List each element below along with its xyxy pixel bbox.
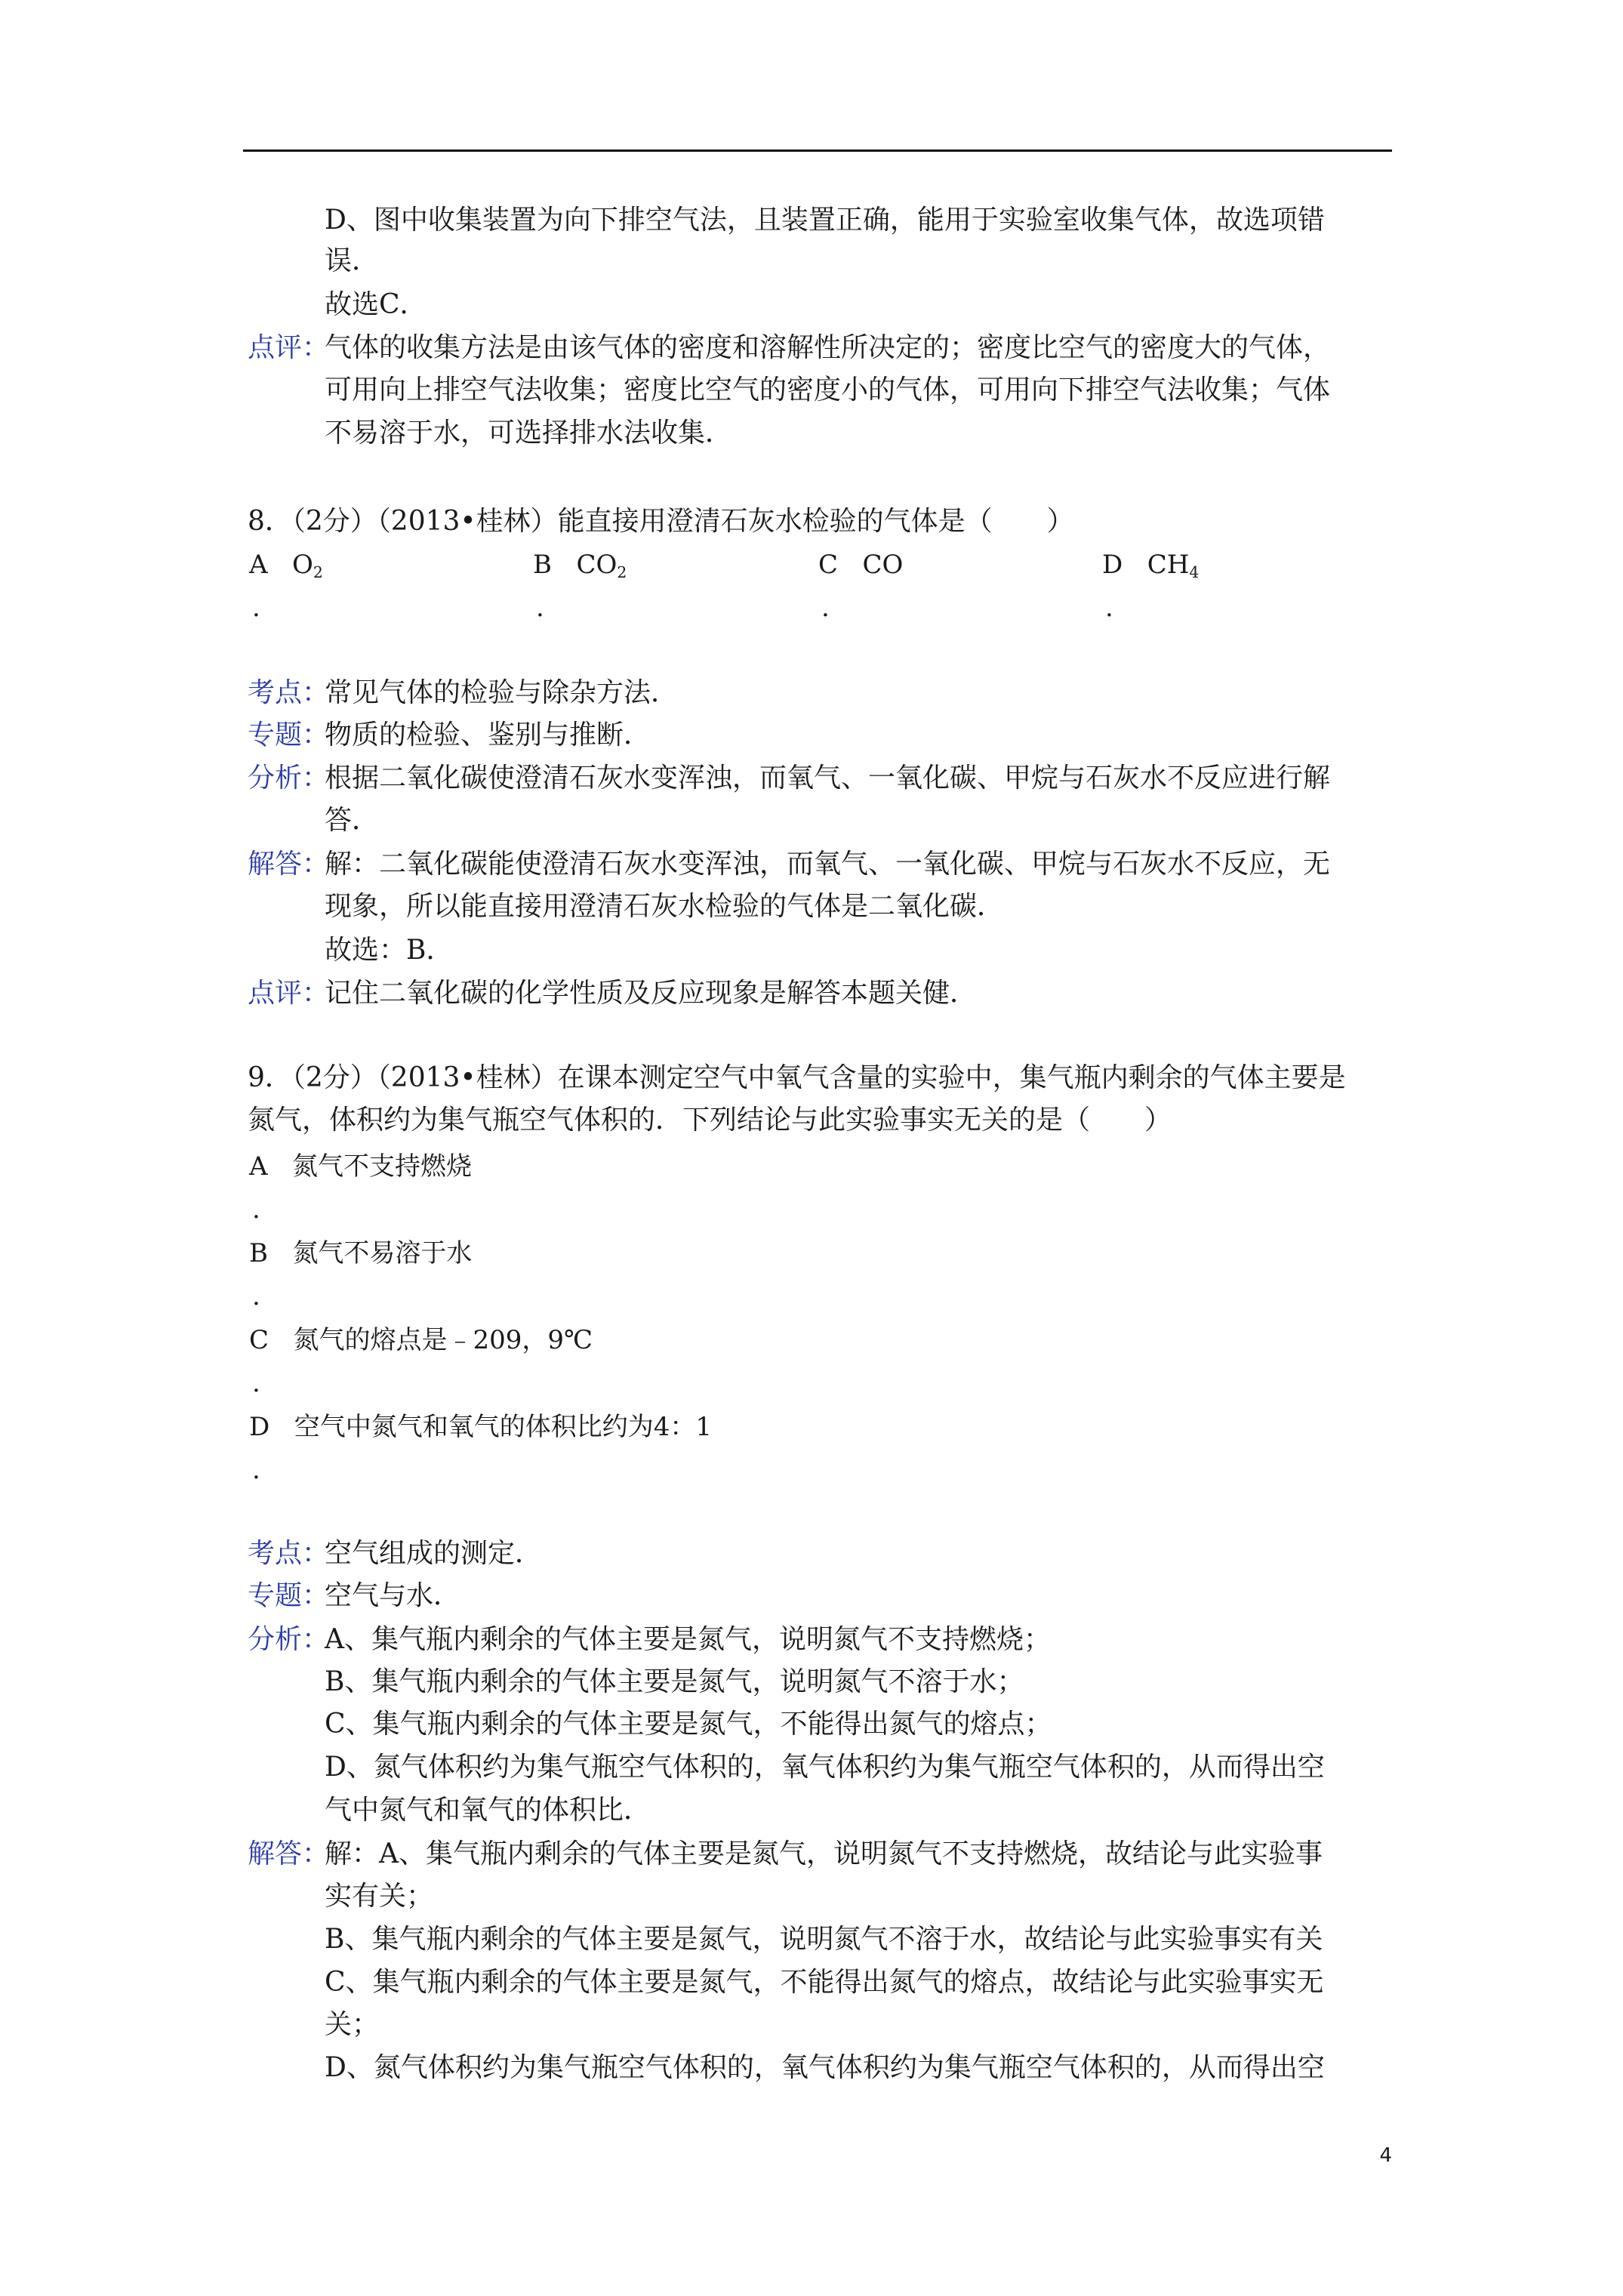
q8-jieda-line3: 故选：B． (325, 935, 454, 966)
q8-option-d-dot: . (1105, 593, 1113, 623)
q9-fenxi-line3: C、集气瓶内剩余的气体主要是氮气，不能得出氮气的熔点； (325, 1709, 1052, 1740)
q8-option-a (249, 548, 323, 589)
formula: CH (1147, 550, 1190, 580)
q9-jieda-line5: 关； (325, 2009, 380, 2040)
q9-stem-line2: 氮气，体积约为集气瓶空气体积的．下列结论与此实验事实无关的是（ ） (248, 1105, 1172, 1136)
q8-stem: 8．（2分）（2013•桂林）能直接用澄清石灰水检验的气体是（ ） (248, 506, 1074, 537)
formula: CO (862, 550, 904, 580)
q8-option-b (533, 548, 627, 589)
option-letter: A (249, 550, 268, 580)
page-number: 4 (1379, 2144, 1392, 2167)
q7-comment-label: 点评： (248, 332, 330, 363)
q9-kaodian: 空气组成的测定． (325, 1538, 543, 1569)
q9-option-a (249, 1150, 472, 1183)
q8-option-c-dot: . (821, 593, 830, 623)
option-letter: B (533, 550, 552, 580)
q8-jieda-line2: 现象，所以能直接用澄清石灰水检验的气体是二氧化碳． (325, 891, 1005, 922)
q9-option-b-dot: . (252, 1281, 260, 1311)
q9-fenxi-line1: A、集气瓶内剩余的气体主要是氮气，说明氮气不支持燃烧； (325, 1624, 1051, 1655)
q9-jieda-line3: B、集气瓶内剩余的气体主要是氮气，说明氮气不溶于水，故结论与此实验事实有关 (325, 1924, 1323, 1955)
q8-fenxi-line2: 答． (325, 805, 380, 836)
q7-answer: 故选C． (325, 289, 427, 320)
q9-option-a-dot: . (252, 1194, 260, 1225)
q7-option-d-line1: D、图中收集装置为向下排空气法，且装置正确，能用于实验室收集气体，故选项错 (325, 205, 1325, 236)
q8-zhuanti: 物质的检验、鉴别与推断． (325, 720, 651, 750)
q9-option-d (249, 1410, 712, 1444)
q9-option-c (249, 1324, 593, 1357)
option-letter: B (249, 1238, 268, 1268)
q9-option-c-dot: . (252, 1368, 260, 1398)
q9-jieda-line1: 解：A、集气瓶内剩余的气体主要是氮气，说明氮气不支持燃烧，故结论与此实验事 (325, 1838, 1323, 1869)
option-letter: D (1102, 550, 1123, 580)
q7-option-d-line2: 误． (325, 245, 380, 276)
q8-kaodian: 常见气体的检验与除杂方法． (325, 677, 679, 708)
q8-option-c (818, 548, 903, 589)
q9-fenxi-label: 分析： (248, 1624, 330, 1655)
option-letter: D (249, 1412, 270, 1442)
header-rule (243, 149, 1392, 152)
q9-zhuanti: 空气与水． (325, 1580, 461, 1611)
q9-jieda-line2: 实有关； (325, 1881, 434, 1912)
q8-option-d (1102, 548, 1199, 589)
q9-fenxi-line5: 气中氮气和氧气的体积比． (325, 1795, 651, 1826)
q9-stem-line1: 9．（2分）（2013•桂林）在课本测定空气中氧气含量的实验中，集气瓶内剩余的气体主要是 (248, 1062, 1346, 1093)
q9-jieda-label: 解答： (248, 1838, 330, 1869)
option-text: 空气中氮气和氧气的体积比约为4：1 (294, 1412, 712, 1442)
q8-dianping-label: 点评： (248, 978, 330, 1009)
q9-jieda-line6: D、氮气体积约为集气瓶空气体积的，氧气体积约为集气瓶空气体积的，从而得出空 (325, 2052, 1325, 2083)
formula: O (292, 550, 313, 580)
option-text: 氮气不支持燃烧 (292, 1151, 472, 1182)
q7-comment-line3: 不易溶于水，可选择排水法收集． (325, 418, 733, 448)
formula-subscript: 2 (617, 563, 627, 582)
q8-dianping: 记住二氧化碳的化学性质及反应现象是解答本题关健． (325, 978, 978, 1009)
q8-fenxi-label: 分析： (248, 763, 330, 794)
q8-option-b-dot: . (536, 593, 544, 623)
option-text: 氮气的熔点是﹣209，9℃ (293, 1325, 593, 1355)
q8-jieda-line1: 解：二氧化碳能使澄清石灰水变浑浊，而氧气、一氧化碳、甲烷与石灰水不反应，无 (325, 849, 1331, 880)
q8-fenxi-line1: 根据二氧化碳使澄清石灰水变浑浊，而氧气、一氧化碳、甲烷与石灰水不反应进行解 (325, 763, 1331, 794)
formula-subscript: 2 (313, 563, 323, 582)
option-letter: A (249, 1151, 268, 1182)
q7-comment-line2: 可用向上排空气法收集；密度比空气的密度小的气体，可用向下排空气法收集；气体 (325, 374, 1331, 405)
q9-fenxi-line2: B、集气瓶内剩余的气体主要是氮气，说明氮气不溶于水； (325, 1666, 1024, 1697)
q8-jieda-label: 解答： (248, 849, 330, 880)
q9-jieda-line4: C、集气瓶内剩余的气体主要是氮气，不能得出氮气的熔点，故结论与此实验事实无 (325, 1967, 1324, 1998)
formula-subscript: 4 (1189, 563, 1200, 582)
option-text: 氮气不易溶于水 (292, 1238, 473, 1268)
q9-zhuanti-label: 专题： (248, 1580, 330, 1611)
option-letter: C (818, 550, 839, 580)
q9-option-b (249, 1237, 472, 1270)
option-letter: C (249, 1325, 269, 1355)
q9-fenxi-line4: D、氮气体积约为集气瓶空气体积的，氧气体积约为集气瓶空气体积的，从而得出空 (325, 1752, 1325, 1783)
q7-comment-line1: 气体的收集方法是由该气体的密度和溶解性所决定的；密度比空气的密度大的气体， (325, 332, 1331, 363)
q8-option-a-dot: . (252, 593, 260, 623)
q9-kaodian-label: 考点： (248, 1538, 330, 1569)
formula: CO (576, 550, 617, 580)
q8-kaodian-label: 考点： (248, 677, 330, 708)
q8-zhuanti-label: 专题： (248, 720, 330, 750)
q9-option-d-dot: . (252, 1455, 260, 1485)
